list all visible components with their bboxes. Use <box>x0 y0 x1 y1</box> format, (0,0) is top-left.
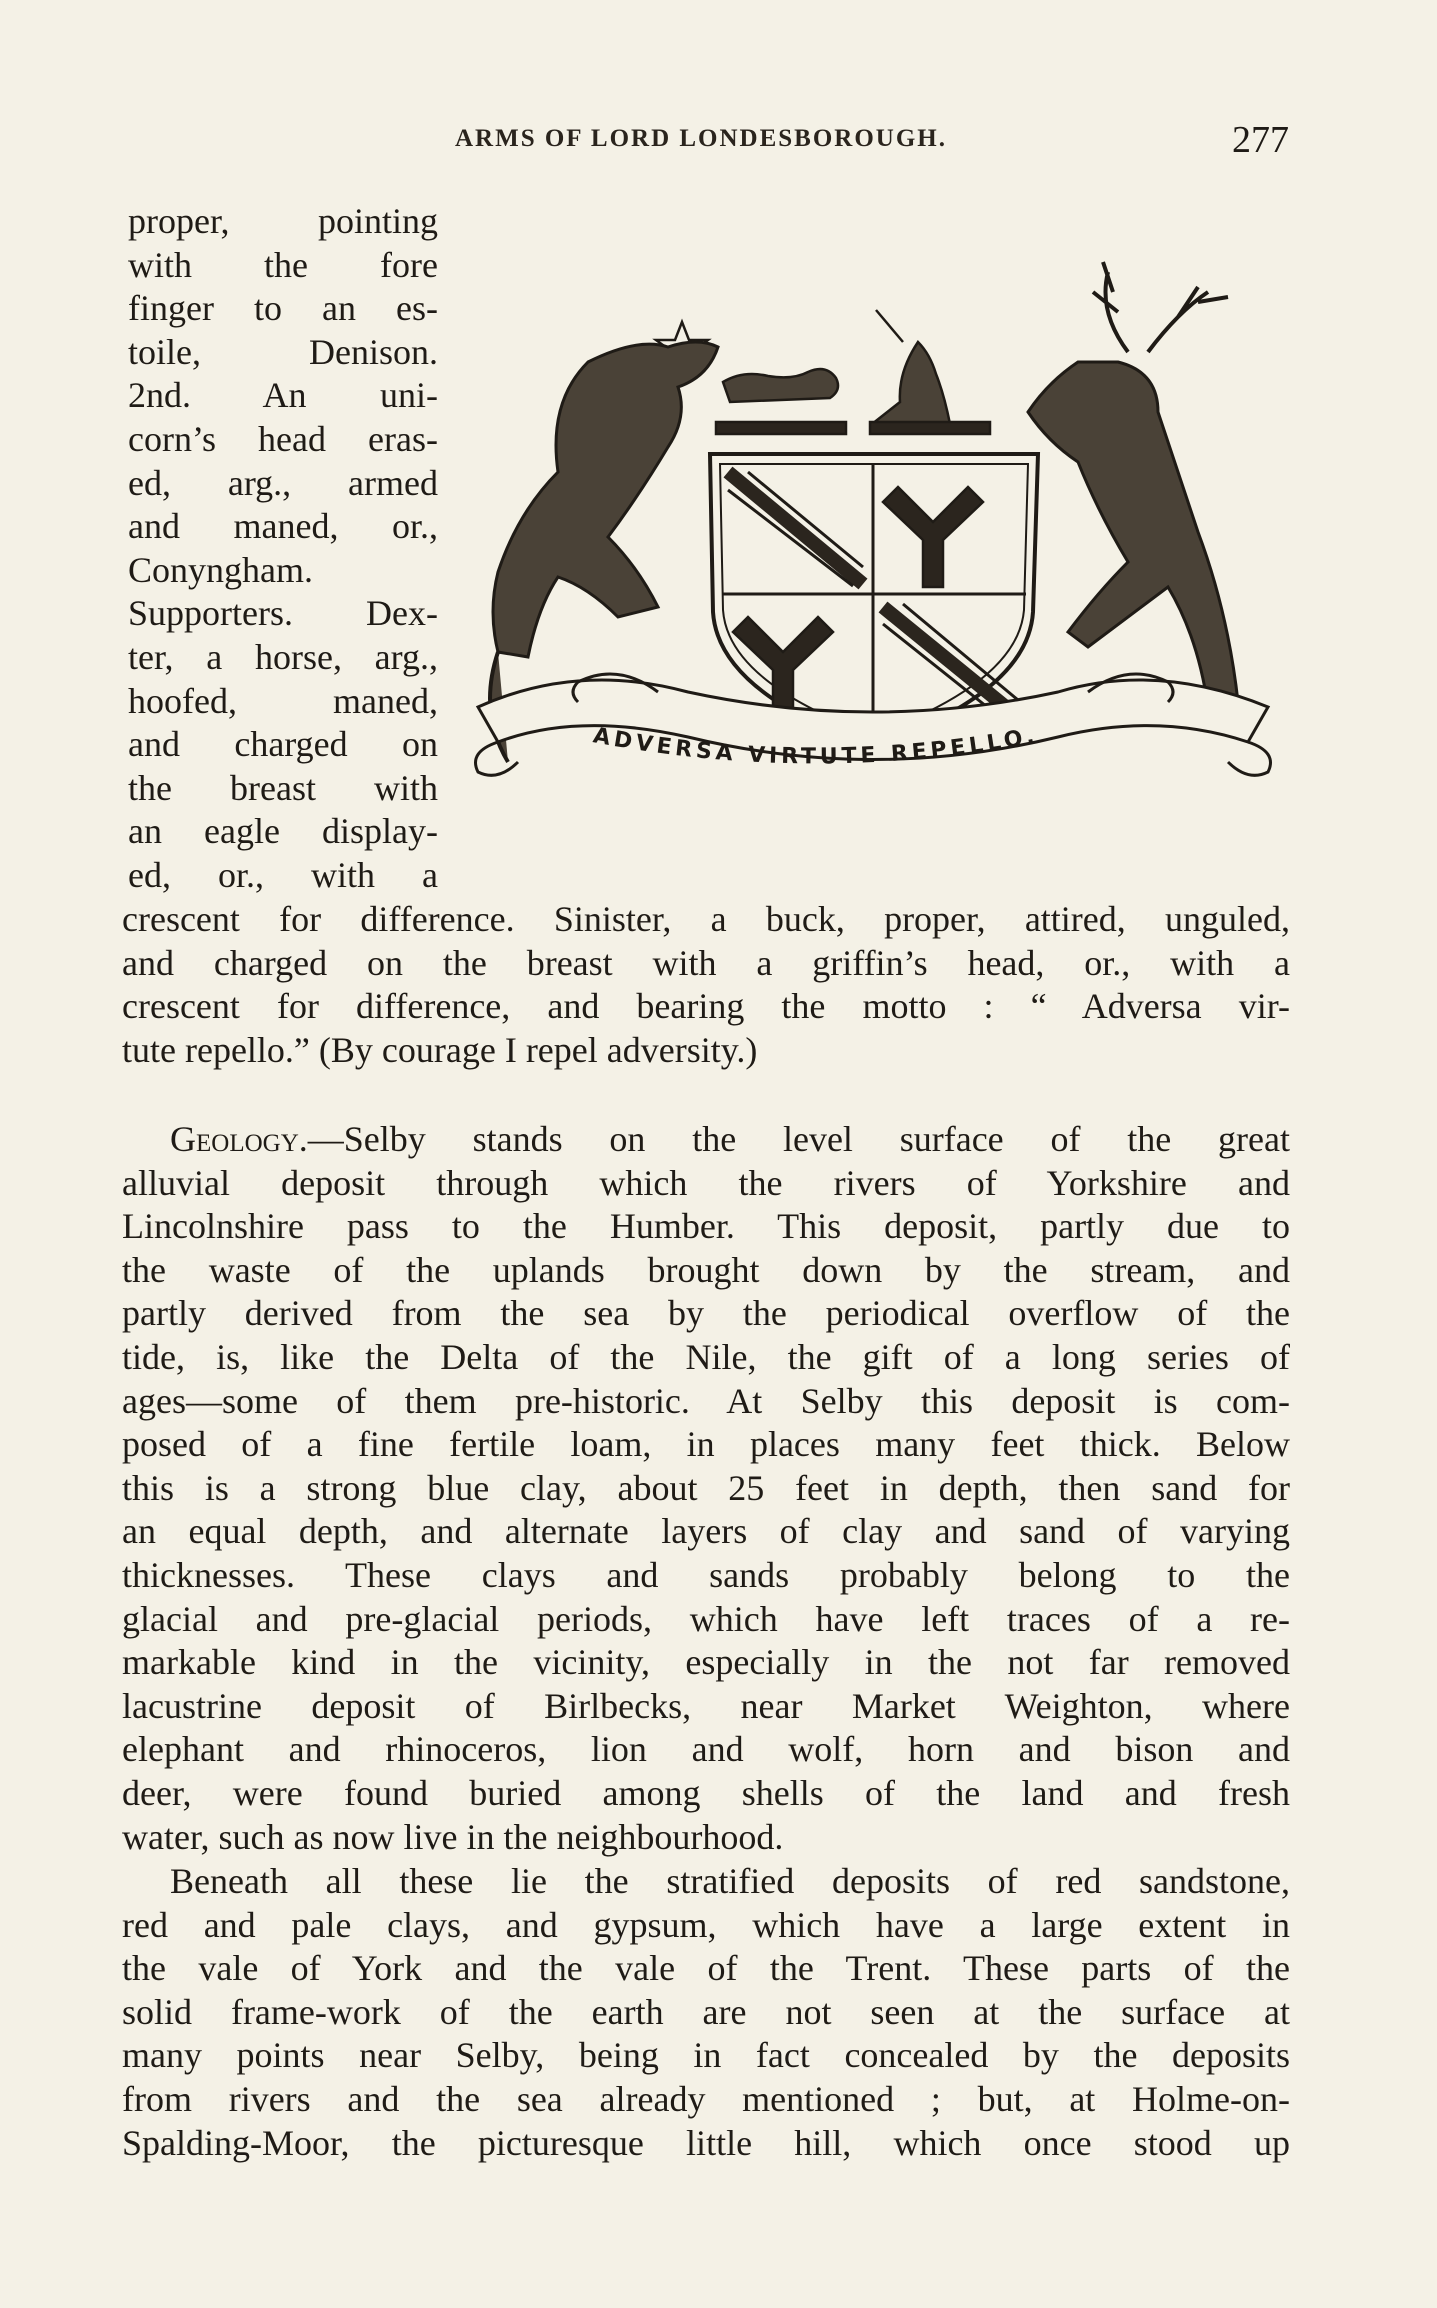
text-line: lacustrine deposit of Birlbecks, near Market Weighton, where <box>122 1685 1290 1726</box>
geology-paragraph <box>122 1118 1290 1859</box>
text-line: deer, were found buried among shells of the land and fresh <box>122 1772 1290 1813</box>
text-line: tide, is, like the Delta of the Nile, the gift of a long series of <box>122 1336 1290 1377</box>
text-line: hoofed, maned, <box>128 680 438 721</box>
text-line: an equal depth, and alternate layers of clay and sand of varying <box>122 1511 1290 1552</box>
heraldry-paragraph-end <box>122 898 1290 1072</box>
text-line: solid frame-work of the earth are not seen at the surface at <box>122 1991 1290 2032</box>
text-line: ed, or., with a <box>128 854 438 895</box>
text-line: toile, Denison. <box>128 331 438 372</box>
text-line: crescent for difference, and bearing the motto : “ Adversa vir- <box>122 986 1290 1027</box>
motto-text: ADVERSA VIRTUTE REPELLO. <box>591 723 1041 770</box>
text-line: glacial and pre-glacial periods, which have left traces of a re- <box>122 1598 1290 1639</box>
crest-hand <box>716 369 846 434</box>
stag-supporter <box>1028 262 1238 707</box>
text-line: ages—some of them pre-historic. At Selby this deposit is com- <box>122 1380 1290 1421</box>
text-line: the waste of the uplands brought down by the stream, and <box>122 1249 1290 1290</box>
text-line: elephant and rhinoceros, lion and wolf, horn and bison and <box>122 1729 1290 1770</box>
text-line: corn’s head eras- <box>128 418 438 459</box>
text-line: crescent for difference. Sinister, a buck, proper, attired, unguled, <box>122 899 1290 939</box>
text-line: red and pale clays, and gypsum, which have a large extent in <box>122 1904 1290 1945</box>
text-line: many points near Selby, being in fact concealed by the deposits <box>122 2035 1290 2076</box>
running-title: ARMS OF LORD LONDESBOROUGH. <box>455 125 948 152</box>
wrapped-text-column <box>128 200 438 898</box>
text-line: water, such as now live in the neighbourhood. <box>122 1816 784 1857</box>
text-line: tute repello.” (By courage I repel adversity.) <box>122 1029 758 1070</box>
text-line: alluvial deposit through which the rivers of Yorkshire and <box>122 1162 1290 1203</box>
text-line: the vale of York and the vale of the Trent. These parts of the <box>122 1948 1290 1989</box>
text-line: 2nd. An uni- <box>128 375 438 416</box>
text-line: ter, a horse, arg., <box>128 636 438 677</box>
text-line: partly derived from the sea by the periodical overflow of the <box>122 1293 1290 1334</box>
text-line: an eagle display- <box>128 811 438 852</box>
page-number: 277 <box>1232 119 1289 161</box>
text-line: proper, pointing <box>128 201 438 241</box>
text-line: and charged on the breast with a griffin’s head, or., with a <box>122 942 1290 983</box>
text-line: finger to an es- <box>128 288 438 329</box>
coat-of-arms-illustration <box>458 222 1288 862</box>
text-line: from rivers and the sea already mentioned ; but, at Holme-on- <box>122 2078 1290 2119</box>
text-line: and maned, or., <box>128 506 438 547</box>
text-line: Spalding-Moor, the picturesque little hill, which once stood up <box>122 2122 1290 2163</box>
text-line: markable kind in the vicinity, especially in the not far removed <box>122 1642 1290 1683</box>
stratified-deposits-paragraph <box>122 1860 1290 2165</box>
text-line: Lincolnshire pass to the Humber. This deposit, partly due to <box>122 1206 1290 1247</box>
text-line: this is a strong blue clay, about 25 feet in depth, then sand for <box>122 1467 1290 1508</box>
text-line: thicknesses. These clays and sands probably belong to the <box>122 1554 1290 1595</box>
geology-heading: Geology. <box>170 1119 308 1159</box>
text-line: Conyngham. <box>128 549 313 590</box>
text-line: Supporters. Dex- <box>128 593 438 634</box>
text-line: with the fore <box>128 244 438 285</box>
text-line: the breast with <box>128 767 438 808</box>
text-line: ed, arg., armed <box>128 462 438 503</box>
text-line: posed of a fine fertile loam, in places many feet thick. Below <box>122 1424 1290 1465</box>
text-line: Beneath all these lie the stratified deposits of red sandstone, <box>170 1861 1290 1901</box>
text-line: Geology.—Selby stands on the level surface of the great <box>170 1119 1290 1159</box>
text-line: and charged on <box>128 724 438 765</box>
crest-unicorn-head <box>870 310 990 434</box>
